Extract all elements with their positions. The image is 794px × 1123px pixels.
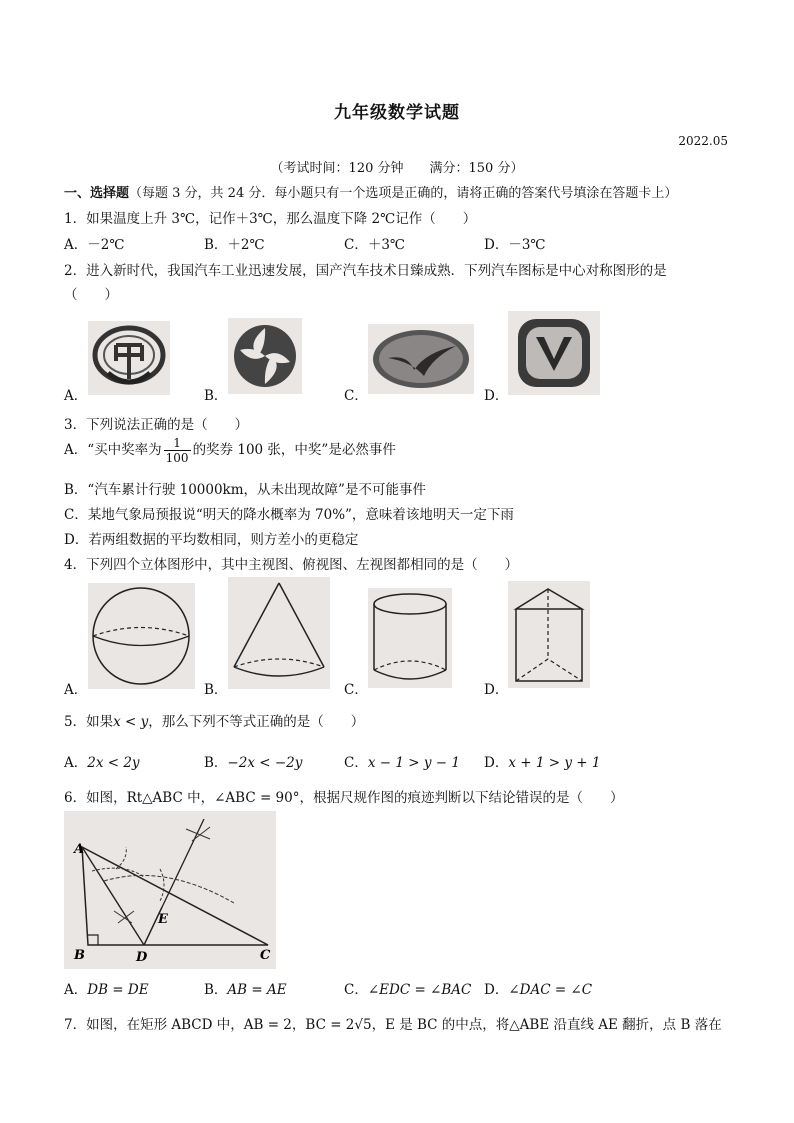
label-c: C [260,948,271,963]
q6-option-b-label: B． [204,982,228,998]
q5-option-d [484,751,600,771]
hafei-logo-icon [368,324,474,394]
q5-option-b [204,751,302,771]
q1-option-d: D．－3℃ [484,237,546,253]
q6-option-b-text: AB = AE [227,982,287,998]
segment-ad [82,847,144,945]
q5-option-c-label: C． [344,755,368,771]
q3-option-d: D．若两组数据的平均数相同，则方差小的更稳定 [64,532,359,548]
q3-option-a-post: 的奖券 100 张，中奖”是必然事件 [192,442,396,458]
label-e: E [158,912,168,927]
q4-label-b: B． [204,682,228,698]
q5-option-d-label: D． [484,755,509,771]
question-1-stem: 1．如果温度上升 3℃，记作＋3℃，那么温度下降 2℃记作（ ） [64,211,477,227]
q5-option-b-text: −2x < −2y [227,755,303,771]
question-3-stem: 3．下列说法正确的是（ ） [64,417,249,433]
q3-option-b: B．“汽车累计行驶 10000km，从未出现故障”是不可能事件 [64,482,426,498]
dongfeng-logo-icon [228,318,302,394]
q6-option-a-label: A． [64,982,88,998]
triangle-abc [82,847,268,945]
q6-option-b [204,978,287,998]
q6-option-d [484,978,592,998]
q4-label-c: C． [344,682,368,698]
brilliance-logo-icon [88,321,170,395]
q3-option-c: C．某地气象局预报说“明天的降水概率为 70%”，意味着该地明天一定下雨 [64,507,514,523]
q2-label-d: D． [484,388,509,404]
question-7-stem: 7．如图，在矩形 ABCD 中，AB = 2，BC = 2√5，E 是 BC 的中点，将△ABE 沿直线 AE 翻折，点 B 落在 [64,1017,722,1033]
label-b: B [74,948,85,963]
construction-figure [64,811,276,969]
sphere-icon [88,583,195,689]
question-2-stem-end: （ ） [64,287,118,303]
perpendicular-line [144,819,204,945]
page-title: 九年级数学试题 [334,103,460,123]
q2-label-b: B． [204,388,228,404]
section-title: 一、选择题 [64,186,130,201]
q1-option-a: A．－2℃ [64,237,125,253]
q5-stem-math: x < y [113,714,149,730]
probability-fraction [164,436,191,465]
cross-mark-2 [186,827,210,841]
q5-option-a-text: 2x < 2y [87,755,140,771]
question-5-stem [64,710,364,730]
q5-option-b-label: B． [204,755,228,771]
q5-option-a [64,751,140,771]
q6-option-a [64,978,149,998]
cylinder-icon [368,588,452,688]
q4-label-d: D． [484,682,509,698]
q3-option-a [64,436,396,465]
right-angle-mark [88,935,98,945]
question-6-stem: 6．如图，Rt△ABC 中，∠ABC = 90°，根据尺规作图的痕迹判断以下结论错误的是（ ） [64,790,624,806]
q6-option-d-label: D． [484,982,509,998]
label-d: D [136,950,148,965]
section-heading [64,182,677,201]
exam-date: 2022.05 [678,134,728,148]
fraction-numerator: 1 [164,436,191,451]
q2-label-a: A． [64,388,88,404]
q5-option-c [344,751,460,771]
triangular-prism-icon [508,581,590,688]
q6-option-c [344,978,471,998]
arc-3 [104,875,234,903]
q5-stem-pre: 5．如果 [64,714,114,730]
q2-label-c: C． [344,388,368,404]
q5-stem-post: ，那么下列不等式正确的是（ ） [148,714,365,730]
q1-option-b: B．＋2℃ [204,237,265,253]
q4-label-a: A． [64,682,88,698]
arc-4 [160,869,164,901]
question-2-stem: 2．进入新时代，我国汽车工业迅速发展，国产汽车技术日臻成熟．下列汽车图标是中心对称图形的是 [64,263,667,279]
section-note: （每题 3 分，共 24 分．每小题只有一个选项是正确的，请将正确的答案代号填涂在答题卡上） [129,186,678,201]
fraction-denominator: 100 [165,451,189,465]
exam-info: （考试时间：120 分钟 满分：150 分） [270,161,524,176]
cone-icon [228,577,330,689]
question-4-stem: 4．下列四个立体图形中，其中主视图、俯视图、左视图都相同的是（ ） [64,557,519,573]
q5-option-c-text: x − 1 > y − 1 [367,755,460,771]
changan-logo-icon [508,311,600,395]
q6-option-d-text: ∠DAC = ∠C [508,982,593,998]
q5-option-d-text: x + 1 > y + 1 [508,755,601,771]
q6-option-c-label: C． [344,982,368,998]
q6-option-a-text: DB = DE [87,982,149,998]
q6-option-c-text: ∠EDC = ∠BAC [367,982,472,998]
label-a: A [74,842,85,857]
q1-option-c: C．＋3℃ [344,237,406,253]
q3-option-a-pre: A．“买中奖率为 [64,442,162,458]
q5-option-a-label: A． [64,755,88,771]
